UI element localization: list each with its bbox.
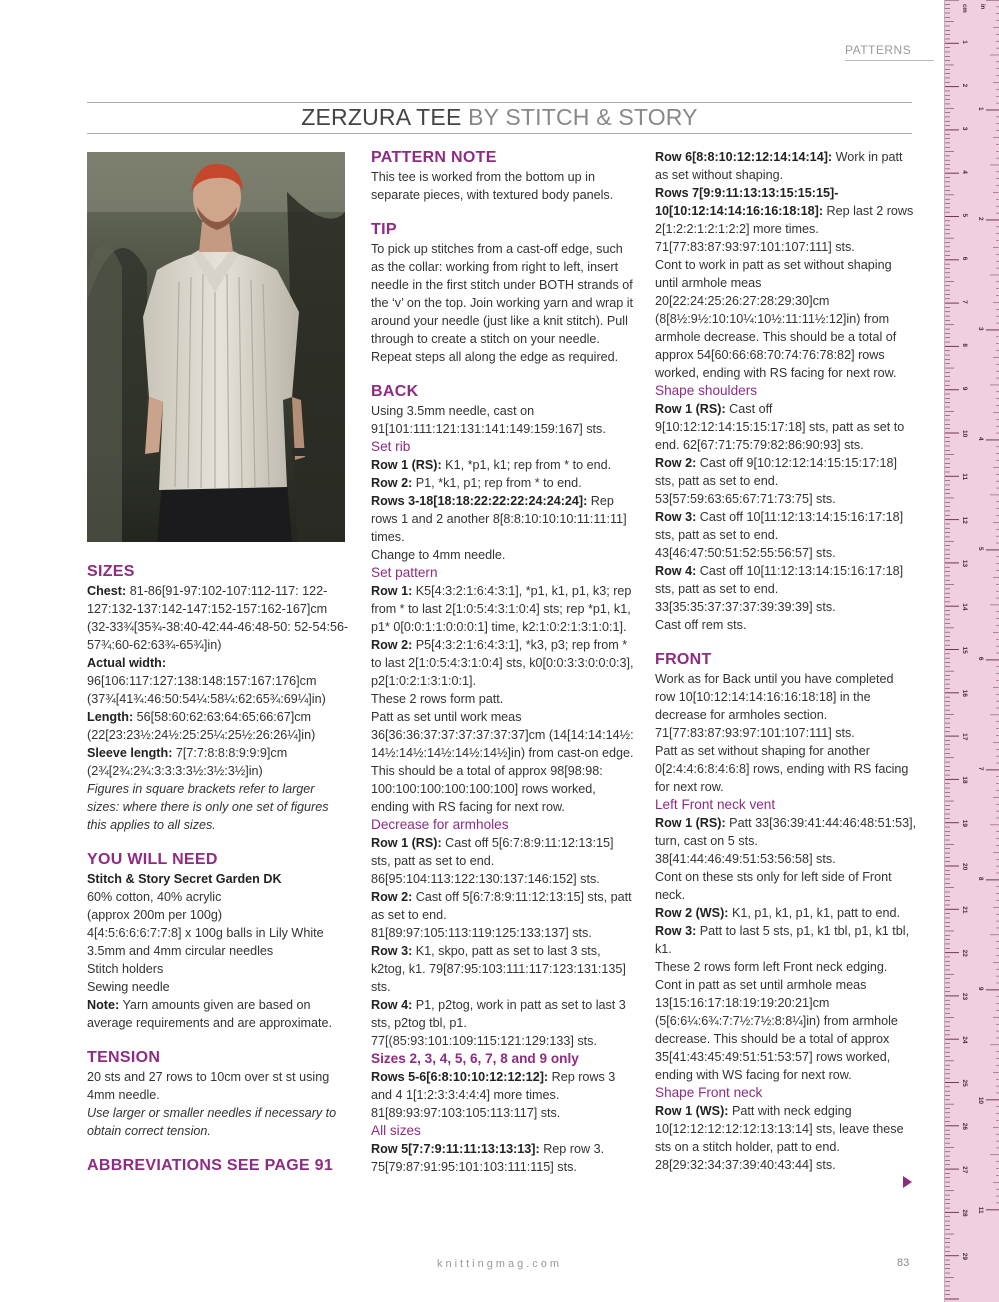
- ruler-unit-cm: cm: [961, 4, 967, 13]
- decrease-row: Row 4: P1, p2tog, work in patt as set to last 3 sts, p2tog tbl, p1. 77[(85:93:101:109:115:121:129:133] sts.: [371, 998, 626, 1048]
- tension-heading: TENSION: [87, 1049, 161, 1066]
- vent-row: Row 2 (WS): K1, p1, k1, p1, k1, patt to end.: [655, 906, 900, 920]
- ruler-cm-label: 16: [961, 689, 968, 698]
- rib-row: Row 1 (RS): K1, *p1, k1; rep from * to end.: [371, 458, 612, 472]
- rib-row: Row 2: P1, *k1, p1; rep from * to end.: [371, 476, 582, 490]
- need-line: 60% cotton, 40% acrylic: [87, 890, 222, 904]
- ruler-cm-label: 15: [961, 646, 968, 654]
- front-text: Work as for Back until you have completed row 10[10:12:14:14:16:16:18:18] in the decrease for armholes section. 71[77:83:87:93:97:101:107:111] sts.: [655, 672, 894, 740]
- tension-text: 20 sts and 27 rows to 10cm over st st using 4mm needle.: [87, 1070, 330, 1102]
- continue-arrow-icon: [903, 1176, 912, 1188]
- pattern-row: Row 1: K5[4:3:2:1:6:4:3:1], *p1, k1, p1, k3; rep from * to last 2[1:0:5:4:3:1:0:4] sts; rep *p1, k1, p1* 0[0:0:1:1:0:0:0:1] time, k2:1:0:2:1:3:1:0:1].: [371, 584, 632, 634]
- column-1: [87, 562, 349, 1176]
- ruler-ticks: [945, 0, 999, 1302]
- ruler-in-label: 3: [977, 326, 984, 331]
- ruler-cm-label: 12: [961, 516, 968, 524]
- ruler-cm-label: 11: [961, 473, 968, 481]
- shoulder-row: Row 1 (RS): Cast off 9[10:12:12:14:15:15:17:18] sts, patt as set to end. 62[67:71:75:79:82:86:90:93] sts.: [655, 402, 905, 452]
- ruler-cm-label: 13: [961, 559, 968, 568]
- sizes-heading: SIZES: [87, 563, 135, 580]
- tip-text: To pick up stitches from a cast-off edge, such as the collar: working from right to left, insert needle in the first stitch under BOTH strands of the ‘v’ on the top. Join working yarn and wrap it around your needle (just like a knit stitch). Pull through to create a stitch on your needle. Repeat steps all along the edge as required.: [371, 242, 634, 364]
- need-line: 3.5mm and 4mm circular needles: [87, 944, 274, 958]
- back-text: Cont to work in patt as set without shaping until armhole meas 20[22:24:25:26:27:28:29:30]cm (8[8½:9½:10:10¼:10½:11:11½:12]in) from armhole decrease. This should be a total of approx 54[60:66:68:70:74:76:78:82] rows worked, ending with RS facing for next row.: [655, 258, 897, 380]
- decrease-heading: Decrease for armholes: [371, 817, 509, 832]
- ruler-in-label: 5: [977, 546, 984, 551]
- pattern-text: These 2 rows form patt.: [371, 692, 504, 706]
- ruler-cm-label: 1: [961, 40, 968, 44]
- ruler-cm-label: 26: [961, 1122, 968, 1131]
- ruler-cm-label: 3: [961, 126, 968, 131]
- ruler-cm-label: 17: [961, 733, 968, 741]
- sleeve-length: Sleeve length: 7[7:7:8:8:8:9:9:9]cm (2¾[2¾:2¾:3:3:3:3½:3½:3½]in): [87, 746, 288, 778]
- decrease-row: Row 2: Cast off 5[6:7:8:9:11:12:13:15] sts, patt as set to end. 81[89:97:105:113:119:125:133:137] sts.: [371, 890, 632, 940]
- title-rule-top: [87, 102, 912, 103]
- ruler-cm-label: 20: [961, 863, 968, 871]
- ruler-cm-label: 5: [961, 213, 968, 218]
- section-tag: PATTERNS: [845, 43, 934, 61]
- ruler-cm-label: 7: [961, 300, 968, 304]
- shape-shoulders-heading: Shape shoulders: [655, 383, 758, 398]
- yarn-note: Note: Yarn amounts given are based on average requirements and are approximate.: [87, 998, 333, 1030]
- ruler-unit-in: in: [979, 4, 985, 10]
- need-line: Sewing needle: [87, 980, 170, 994]
- ruler-cm-label: 29: [961, 1252, 968, 1260]
- ruler-cm-label: 24: [961, 1036, 968, 1044]
- actual-width: Actual width: 96[106:117:127:138:148:157:167:176]cm (37¾[41¾:46:50:54¼:58¼:62:65¾:69¼]in): [87, 656, 326, 706]
- vent-row: Row 1 (RS): Patt 33[36:39:41:44:46:48:51:53], turn, cast on 5 sts. 38[41:44:46:49:51:53:56:58] sts.: [655, 816, 917, 866]
- vent-text: These 2 rows form left Front neck edging. Cont in patt as set until armhole meas 13[15:16:17:18:19:19:20:21]cm (5[6:6¼:6¾:7:7½:7½:8:8¼]in) from armhole decrease. This should be a total of approx 35[41:43:45:49:51:51:53:57] rows worked, ending with WS facing for next row.: [655, 960, 898, 1082]
- need-line: (approx 200m per 100g): [87, 908, 223, 922]
- back-row: Rows 7[9:9:11:13:13:15:15:15]- 10[10:12:14:14:16:16:18:18]: Rep last 2 rows 2[1:2:2:1:2:1:2:2] more times. 71[77:83:87:93:97:101:107:111] sts.: [655, 186, 914, 254]
- shoulder-row: Row 2: Cast off 9[10:12:12:14:15:15:17:18] sts, patt as set to end. 53[57:59:63:65:67:71:73:75] sts.: [655, 456, 898, 506]
- ruler-in-label: 1: [977, 106, 984, 111]
- ruler-in-label: 11: [977, 1206, 984, 1214]
- ruler-cm-label: 9: [961, 386, 968, 391]
- front-heading: FRONT: [655, 651, 712, 668]
- decrease-row: Row 3: K1, skpo, patt as set to last 3 sts, k2tog, k1. 79[87:95:103:111:117:123:131:135] sts.: [371, 944, 626, 994]
- length-size: Length: 56[58:60:62:63:64:65:66:67]cm (22[23:23½:24½:25:25¼:25½:26:26¼]in): [87, 710, 316, 742]
- ruler-cm-label: 10: [961, 430, 968, 438]
- ruler-in-label: 9: [977, 986, 984, 991]
- decrease-row: Row 1 (RS): Cast off 5[6:7:8:9:11:12:13:15] sts, patt as set to end. 86[95:104:113:122:130:137:146:152] sts.: [371, 836, 614, 886]
- ruler-cm-label: 8: [961, 343, 968, 348]
- pattern-note-text: This tee is worked from the bottom up in separate pieces, with textured body panels.: [371, 170, 614, 202]
- ruler-cm-label: 4: [961, 170, 968, 174]
- ruler-in-label: 10: [977, 1096, 984, 1105]
- abbreviations-heading: ABBREVIATIONS SEE PAGE 91: [87, 1157, 334, 1174]
- ruler-cm-label: 25: [961, 1079, 968, 1087]
- neck-row: Row 1 (WS): Patt with neck edging 10[12:12:12:12:12:13:13:14] sts, leave these sts on a stitch holder, patt to end. 28[29:32:34:37:39:40:43:44] sts.: [655, 1104, 904, 1172]
- back-text: Using 3.5mm needle, cast on 91[101:111:121:131:141:149:159:167] sts.: [371, 404, 606, 436]
- ruler-cm-label: 19: [961, 819, 968, 827]
- back-heading: BACK: [371, 383, 419, 400]
- rib-row: Rows 3-18[18:18:22:22:22:24:24:24]: Rep rows 1 and 2 another 8[8:8:10:10:10:11:11:11] times.: [371, 494, 627, 544]
- ruler-in-label: 8: [977, 876, 984, 881]
- sizes-only-heading: Sizes 2, 3, 4, 5, 6, 7, 8 and 9 only: [371, 1051, 579, 1066]
- column-2: [371, 148, 636, 1176]
- set-rib-heading: Set rib: [371, 439, 411, 454]
- model-photo: [87, 152, 345, 542]
- measuring-ruler: [944, 0, 999, 1302]
- ruler-in-label: 2: [977, 216, 984, 221]
- tip-heading: TIP: [371, 221, 397, 238]
- ruler-cm-label: 6: [961, 256, 968, 261]
- neck-vent-heading: Left Front neck vent: [655, 797, 776, 812]
- ruler-cm-label: 28: [961, 1209, 968, 1217]
- ruler-cm-label: 2: [961, 83, 968, 88]
- vent-text: Cont on these sts only for left side of Front neck.: [655, 870, 892, 902]
- ruler-in-label: 7: [977, 766, 984, 771]
- back-row: Row 6[8:8:10:12:12:14:14:14]: Work in patt as set without shaping.: [655, 150, 903, 182]
- chest-size: Chest: 81-86[91-97:102-107:112-117: 122-127:132-137:142-147:152-157:162-167]cm (32-33¾[35¾-38:40-42:44-46:48-50: 52-54:56-57¾:60-62:63¾-65¾]in): [87, 584, 349, 652]
- ruler-cm-label: 14: [961, 603, 968, 611]
- all-sizes-heading: All sizes: [371, 1123, 421, 1138]
- page-title: [87, 104, 912, 131]
- yarn-name: Stitch & Story Secret Garden DK: [87, 872, 282, 886]
- shoulder-row: Row 3: Cast off 10[11:12:13:14:15:16:17:18] sts, patt as set to end. 43[46:47:50:51:52:55:56:57] sts.: [655, 510, 904, 560]
- ruler-cm-label: 23: [961, 992, 968, 1001]
- title-by: BY STITCH & STORY: [468, 104, 698, 130]
- need-line: Stitch holders: [87, 962, 164, 976]
- shoulder-row: Row 4: Cast off 10[11:12:13:14:15:16:17:18] sts, patt as set to end. 33[35:35:37:37:37:39:39:39] sts.: [655, 564, 904, 614]
- column-3: [655, 148, 917, 1174]
- ruler-cm-label: 18: [961, 776, 968, 784]
- pattern-note-heading: PATTERN NOTE: [371, 149, 497, 166]
- decrease-row: Rows 5-6[6:8:10:10:12:12:12]: Rep rows 3 and 4 1[1:2:3:3:4:4:4] more times. 81[89:93:97:103:105:113:117] sts.: [371, 1070, 616, 1120]
- shoulder-end: Cast off rem sts.: [655, 618, 747, 632]
- footer-url: knittingmag.com: [436, 1258, 563, 1270]
- front-text: Patt as set without shaping for another 0[2:4:4:6:8:4:6:8] rows, ending with RS facing for next row.: [655, 744, 909, 794]
- title-main: ZERZURA TEE: [301, 104, 462, 130]
- set-pattern-heading: Set pattern: [371, 565, 438, 580]
- pattern-text: Patt as set until work meas 36[36:36:37:37:37:37:37:37]cm (14[14:14:14½: 14½:14½:14½:14½:14½]in) from cast-on edge. This should be a total of approx 98[98:98: 100:100:100:100:100:100] rows worked, ending with RS facing for next row.: [371, 710, 634, 814]
- pattern-row: Row 2: P5[4:3:2:1:6:4:3:1], *k3, p3; rep from * to last 2[1:0:5:4:3:1:0:4] sts, k0[0:0:3:3:0:0:0:3], p2[1:0:2:1:3:1:0:1].: [371, 638, 634, 688]
- sizes-note: Figures in square brackets refer to larger sizes: where there is only one set of figures this applies to all sizes.: [87, 782, 329, 832]
- need-line: 4[4:5:6:6:6:7:7:8] x 100g balls in Lily White: [87, 926, 324, 940]
- ruler-in-label: 6: [977, 656, 984, 661]
- needle-change: Change to 4mm needle.: [371, 548, 506, 562]
- tension-note: Use larger or smaller needles if necessary to obtain correct tension.: [87, 1106, 337, 1138]
- page-number: 83: [897, 1257, 910, 1269]
- title-rule-bottom: [87, 133, 912, 134]
- you-will-need-heading: YOU WILL NEED: [87, 851, 218, 868]
- ruler-cm-label: 27: [961, 1166, 968, 1174]
- decrease-row: Row 5[7:7:9:11:11:13:13:13]: Rep row 3. 75[79:87:91:95:101:103:111:115] sts.: [371, 1142, 605, 1174]
- ruler-in-label: 4: [977, 436, 984, 441]
- ruler-cm-label: 21: [961, 906, 968, 914]
- vent-row: Row 3: Patt to last 5 sts, p1, k1 tbl, p1, k1 tbl, k1.: [655, 924, 910, 956]
- shape-front-neck-heading: Shape Front neck: [655, 1085, 763, 1100]
- ruler-cm-label: 22: [961, 949, 968, 957]
